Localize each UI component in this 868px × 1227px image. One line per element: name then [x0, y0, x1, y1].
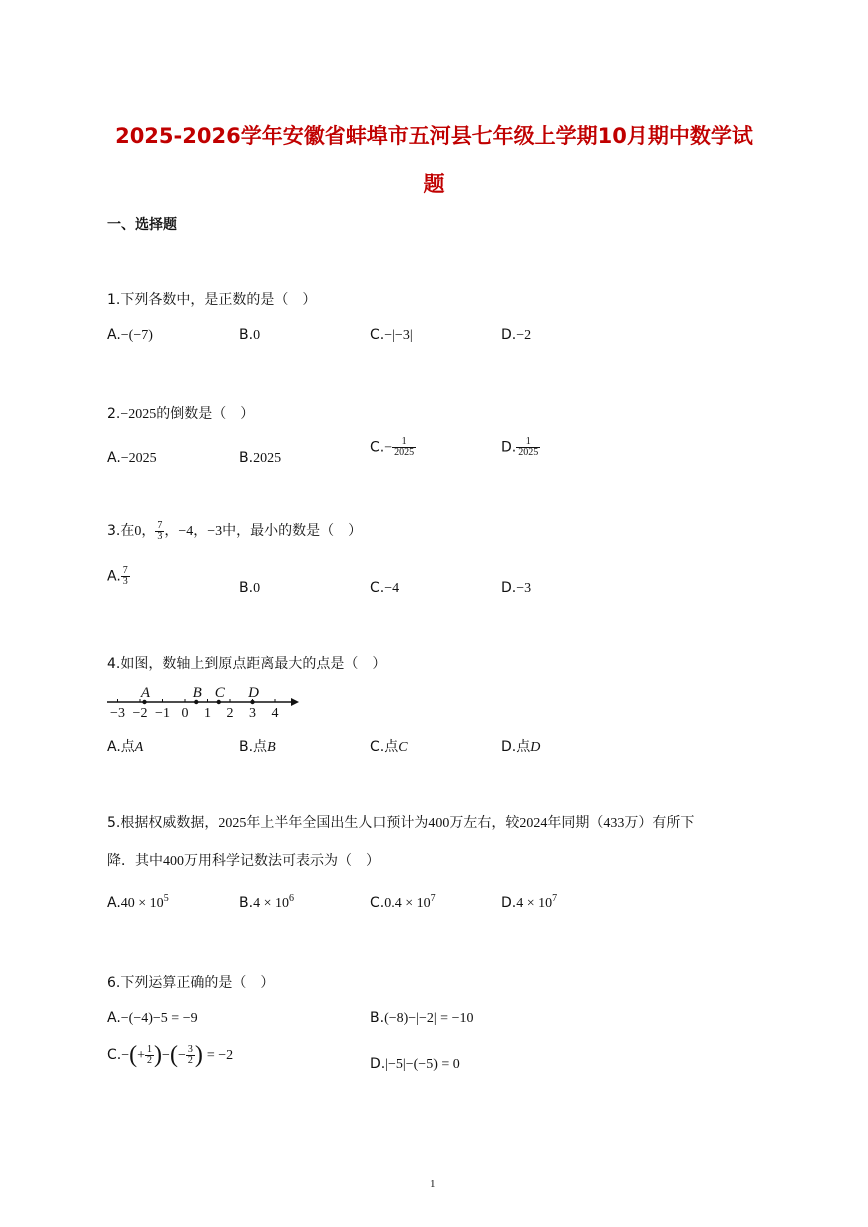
minus-sign: −	[121, 1048, 130, 1063]
base: 0.4 × 10	[384, 896, 431, 911]
q1-option-d[interactable]	[501, 327, 531, 344]
stem-text: 降．其中	[107, 853, 163, 869]
value-zero: 0	[134, 524, 142, 539]
denominator: 2025	[394, 447, 415, 458]
stem-text: 的倒数是（ ）	[156, 406, 255, 422]
q5-option-c[interactable]	[370, 895, 436, 912]
exponent: 6	[288, 893, 294, 904]
numerator: 3	[187, 1043, 193, 1055]
option-value: −4	[384, 581, 400, 596]
option-label: D.	[501, 439, 517, 456]
axis-tick-label: 3	[249, 706, 256, 721]
q5-option-a[interactable]	[107, 895, 169, 912]
option-label: D.	[501, 327, 517, 343]
q6-option-b[interactable]	[370, 1010, 473, 1027]
q4-option-d[interactable]	[501, 736, 540, 756]
axis-tick-label: 1	[204, 706, 211, 721]
stem-number: 2024	[519, 816, 548, 831]
numerator: 7	[122, 565, 128, 576]
option-label: C.点	[370, 739, 399, 755]
separator: ，	[141, 523, 156, 539]
option-label: B.	[239, 895, 254, 911]
question-number: 2.	[107, 406, 121, 422]
option-label: D.	[501, 895, 517, 911]
numerator: 1	[147, 1043, 153, 1055]
paren: (	[169, 1042, 178, 1068]
plus-sign: +	[137, 1048, 146, 1063]
option-label: B.	[370, 1010, 385, 1026]
option-value: A	[134, 740, 144, 755]
option-value: (−8)−|−2| = −10	[384, 1011, 474, 1026]
question-2-stem	[107, 403, 254, 423]
denominator: 2	[187, 1054, 193, 1066]
paren: )	[154, 1042, 163, 1068]
axis-tick-label: 0	[181, 706, 189, 721]
option-value: −(−7)	[120, 328, 153, 343]
number-line-figure	[105, 682, 300, 722]
point-label-d: D	[248, 685, 259, 701]
option-label: D.点	[501, 739, 531, 755]
exponent: 5	[163, 893, 169, 904]
stem-number: 400	[428, 816, 450, 831]
axis-tick-label: 2	[226, 706, 234, 721]
minus-sign: −	[384, 440, 393, 456]
stem-math: −2025	[120, 407, 157, 422]
minus-sign: −	[162, 1048, 170, 1063]
option-value	[516, 893, 558, 911]
q5-option-b[interactable]	[239, 895, 294, 912]
equation-rhs: = −2	[206, 1048, 234, 1063]
q2-option-a[interactable]	[107, 450, 157, 467]
paren: (	[129, 1042, 138, 1068]
q6-option-a[interactable]	[107, 1010, 198, 1027]
option-value	[253, 893, 294, 911]
option-value: −|−3|	[384, 328, 413, 343]
option-label: B.	[239, 450, 254, 466]
option-value: C	[398, 740, 408, 755]
value-neg3: −3	[207, 524, 223, 539]
option-label: C.	[370, 439, 385, 456]
axis-arrow	[291, 698, 299, 706]
option-value	[120, 893, 169, 911]
option-label: D.	[370, 1056, 386, 1072]
option-value: −2025	[120, 451, 157, 466]
numerator: 1	[516, 437, 540, 448]
document-title-line2: 题	[423, 172, 445, 196]
document-title-line1: 2025-2026学年安徽省蚌埠市五河县七年级上学期10月期中数学试	[115, 124, 753, 148]
stem-text: 年同期（	[547, 815, 604, 831]
stem-text: 年上半年全国出生人口预计为	[246, 815, 429, 831]
option-label: D.	[501, 580, 517, 596]
q4-option-b[interactable]	[239, 736, 276, 756]
point-label-b: B	[192, 685, 202, 701]
stem-number: 433	[603, 816, 625, 831]
exponent: 7	[552, 893, 558, 904]
q1-option-c[interactable]	[370, 327, 413, 344]
option-value: −3	[516, 581, 532, 596]
question-4-stem: 4.如图，数轴上到原点距离最大的点是（ ）	[107, 656, 387, 672]
fraction	[155, 521, 164, 542]
option-label: B.	[239, 327, 254, 343]
q2-option-c[interactable]	[370, 437, 416, 458]
axis-tick-label: 4	[271, 706, 279, 721]
q3-option-c[interactable]	[370, 580, 399, 597]
base: 4 × 10	[253, 896, 289, 911]
option-value	[384, 893, 436, 911]
fraction	[145, 1045, 154, 1066]
q1-option-b[interactable]	[239, 327, 260, 344]
option-label: C.	[107, 1047, 122, 1063]
numerator: 7	[157, 519, 163, 531]
option-label: A.点	[107, 739, 135, 755]
q3-option-b[interactable]	[239, 580, 260, 597]
option-label: A.	[107, 895, 121, 911]
option-value: |−5|−(−5) = 0	[385, 1057, 460, 1072]
numerator: 1	[392, 437, 416, 448]
q2-option-d[interactable]	[501, 437, 540, 458]
axis-tick-label: −1	[155, 706, 170, 721]
paren: )	[194, 1042, 203, 1068]
stem-text: 万左右，较	[449, 815, 520, 831]
fraction	[121, 566, 130, 587]
question-5-stem-line2	[107, 850, 380, 870]
option-label: B.	[239, 580, 254, 596]
stem-prefix: 3.在	[107, 523, 135, 539]
option-label: B.点	[239, 739, 268, 755]
q5-option-d[interactable]	[501, 895, 557, 912]
value-neg4: −4	[178, 524, 194, 539]
option-value: 2025	[253, 451, 282, 466]
exponent: 7	[430, 893, 436, 904]
q3-option-a[interactable]	[107, 566, 130, 587]
question-1-stem: 1.下列各数中，是正数的是（ ）	[107, 292, 317, 308]
q4-option-a[interactable]	[107, 736, 143, 756]
point-label-a: A	[140, 685, 151, 701]
denominator: 2	[147, 1054, 153, 1066]
stem-number: 400	[163, 854, 184, 869]
stem-suffix: 中，最小的数是（ ）	[222, 523, 363, 539]
q6-option-d[interactable]	[370, 1056, 460, 1073]
separator: ，	[193, 523, 208, 539]
denominator: 3	[122, 576, 128, 587]
option-value: D	[530, 740, 541, 755]
section-heading: 一、选择题	[107, 217, 177, 233]
base: 40 × 10	[120, 896, 164, 911]
option-label: C.	[370, 580, 385, 596]
stem-text: 万用科学记数法可表示为（ ）	[184, 853, 380, 869]
denominator: 2025	[518, 447, 539, 458]
option-label: A.	[107, 1010, 121, 1026]
option-label: A.	[107, 327, 121, 343]
denominator: 3	[157, 530, 163, 542]
fraction	[186, 1045, 195, 1066]
minus-sign: −	[177, 1048, 186, 1063]
option-value: 0	[253, 328, 261, 343]
q2-option-b[interactable]	[239, 450, 281, 467]
option-value: −(−4)−5 = −9	[120, 1011, 198, 1026]
option-label: A.	[107, 568, 121, 585]
axis-tick-label: −2	[132, 706, 148, 721]
question-5-stem-line1	[107, 812, 694, 832]
option-value: −2	[516, 328, 532, 343]
option-label: C.	[370, 895, 385, 911]
option-value: B	[267, 740, 276, 755]
stem-text: 万）有所下	[624, 815, 695, 831]
stem-number: 2025	[218, 816, 247, 831]
question-3-stem	[107, 520, 362, 542]
q3-option-d[interactable]	[501, 580, 531, 597]
fraction	[516, 437, 540, 458]
fraction	[392, 437, 416, 458]
question-6-stem: 6.下列运算正确的是（ ）	[107, 975, 275, 991]
stem-text: 5.根据权威数据，	[107, 815, 219, 831]
point-label-c: C	[214, 685, 225, 701]
option-value: 0	[253, 581, 261, 596]
option-label: A.	[107, 450, 121, 466]
base: 4 × 10	[516, 896, 553, 911]
q6-option-c[interactable]	[107, 1043, 233, 1067]
option-label: C.	[370, 327, 385, 343]
q1-option-a[interactable]	[107, 327, 153, 344]
page-number: 1	[430, 1178, 436, 1190]
q4-option-c[interactable]	[370, 736, 408, 756]
separator: ，	[164, 523, 179, 539]
axis-tick-label: −3	[110, 706, 125, 721]
